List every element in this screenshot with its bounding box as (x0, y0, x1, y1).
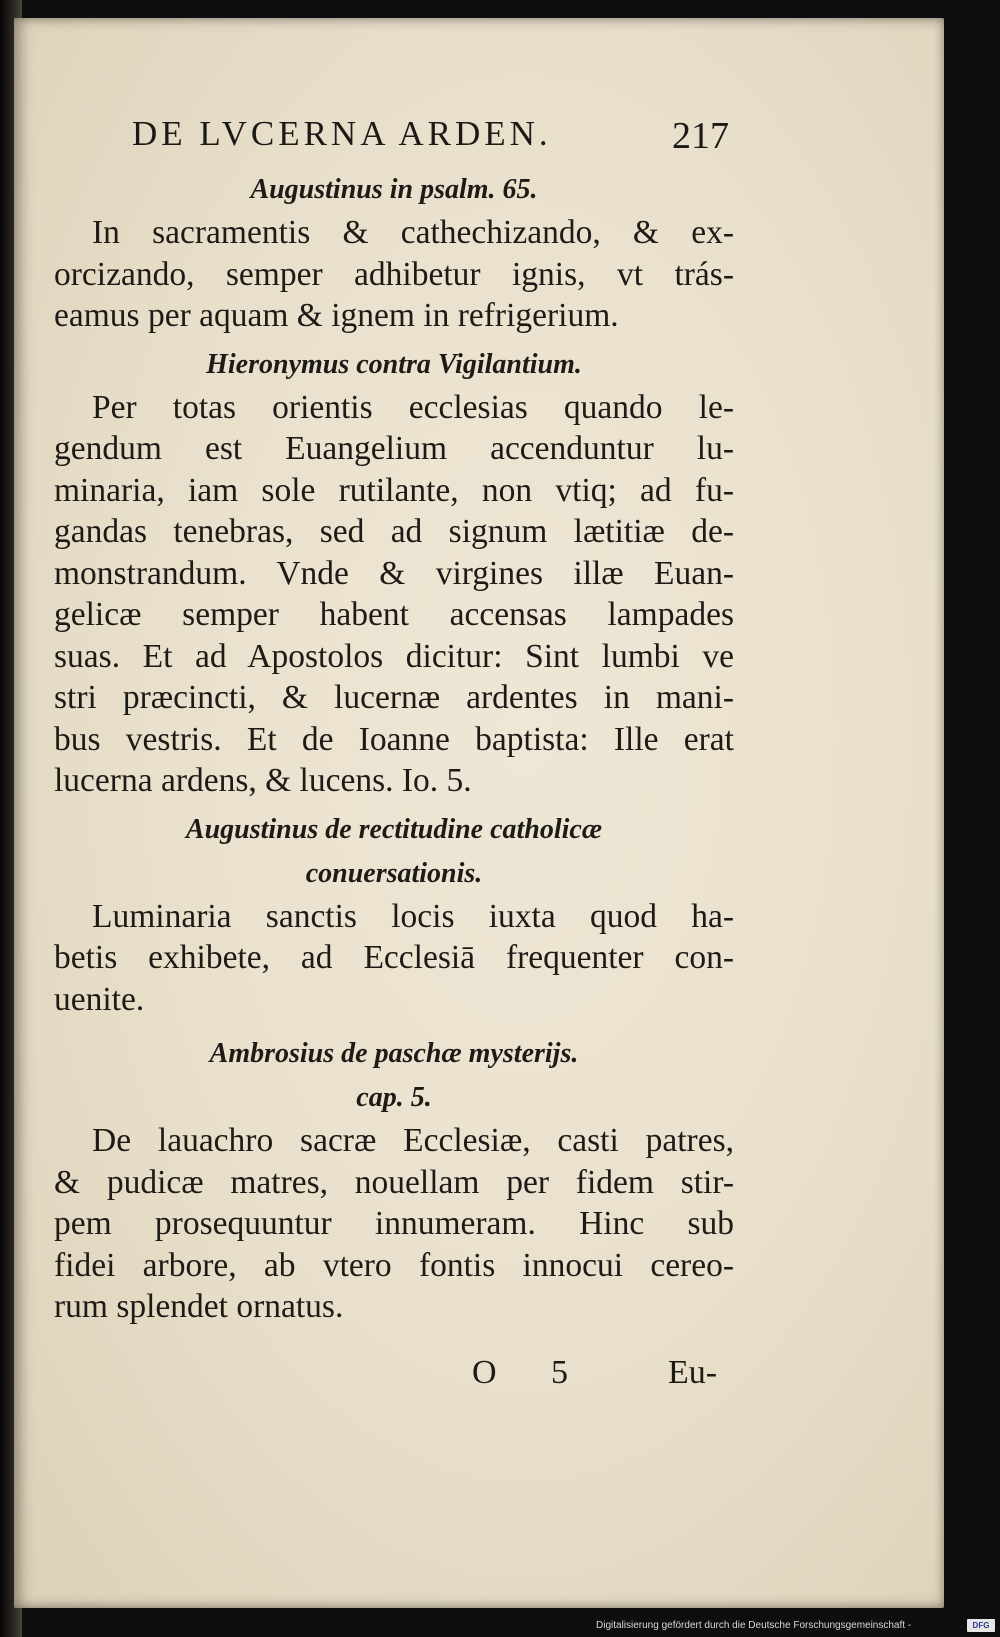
catchword: Eu- (668, 1354, 718, 1391)
section-rubric-continued: conuersationis. (305, 857, 483, 889)
text-block (54, 166, 734, 1336)
text-line: betis exhibete, ad Ecclesiā frequenter con- (54, 939, 734, 976)
section-rubric: Hieronymus contra Vigilantium. (206, 348, 582, 380)
text-line: gandas tenebras, sed ad signum lætitiæ de- (54, 513, 734, 550)
page-number: 217 (672, 115, 729, 157)
text-line: minaria, iam sole rutilante, non vtiq; ad fu- (54, 471, 734, 509)
section-rubric: Augustinus de rectitudine catholicæ (185, 813, 603, 845)
text-line: & pudicæ matres, nouellam per fidem stir- (54, 1163, 734, 1201)
text-line: monstrandum. Vnde & virgines illæ Euan- (54, 554, 734, 592)
text-line: gelicæ semper habent accensas lampades (54, 596, 734, 633)
section-rubric: Ambrosius de paschæ mysterijs. (209, 1038, 579, 1069)
text-line: Per totas orientis ecclesias quando le- (92, 388, 734, 426)
text-line: De lauachro sacræ Ecclesiæ, casti patres, (92, 1122, 734, 1159)
text-line: orcizando, semper adhibetur ignis, vt trás- (54, 255, 734, 293)
text-line: Luminaria sanctis locis iuxta quod ha- (92, 897, 734, 935)
section-rubric-continued: cap. 5. (356, 1082, 432, 1113)
dfg-logo: DFG (967, 1619, 995, 1632)
text-line: suas. Et ad Apostolos dicitur: Sint lumbi ve (54, 637, 734, 675)
text-line: lucerna ardens, & lucens. Io. 5. (54, 762, 472, 799)
running-title: DE LVCERNA ARDEN. (132, 114, 552, 153)
book-page (14, 18, 944, 1608)
text-line: bus vestris. Et de Ioanne baptista: Ille erat (54, 720, 734, 758)
section-rubric: Augustinus in psalm. 65. (250, 174, 538, 205)
text-line: stri præcincti, & lucernæ ardentes in mani- (54, 679, 734, 716)
section-paragraph (54, 387, 734, 802)
section-paragraph (54, 1120, 734, 1328)
text-line: gendum est Euangelium accenduntur lu- (54, 430, 734, 467)
signature-mark: O (472, 1354, 497, 1391)
signature-number: 5 (551, 1354, 568, 1391)
text-line: In sacramentis & cathechizando, & ex- (92, 214, 734, 251)
digitization-credit: Digitalisierung gefördert durch die Deutsche Forschungsgemeinschaft - (596, 1620, 912, 1631)
section-paragraph (54, 896, 734, 1021)
text-line: fidei arbore, ab vtero fontis innocui cereo- (54, 1246, 734, 1284)
section-paragraph (54, 212, 734, 337)
text-line: pem prosequuntur innumeram. Hinc sub (54, 1205, 734, 1242)
text-line: rum splendet ornatus. (54, 1288, 344, 1325)
text-line: uenite. (54, 980, 145, 1018)
text-line: eamus per aquam & ignem in refrigerium. (54, 297, 619, 334)
